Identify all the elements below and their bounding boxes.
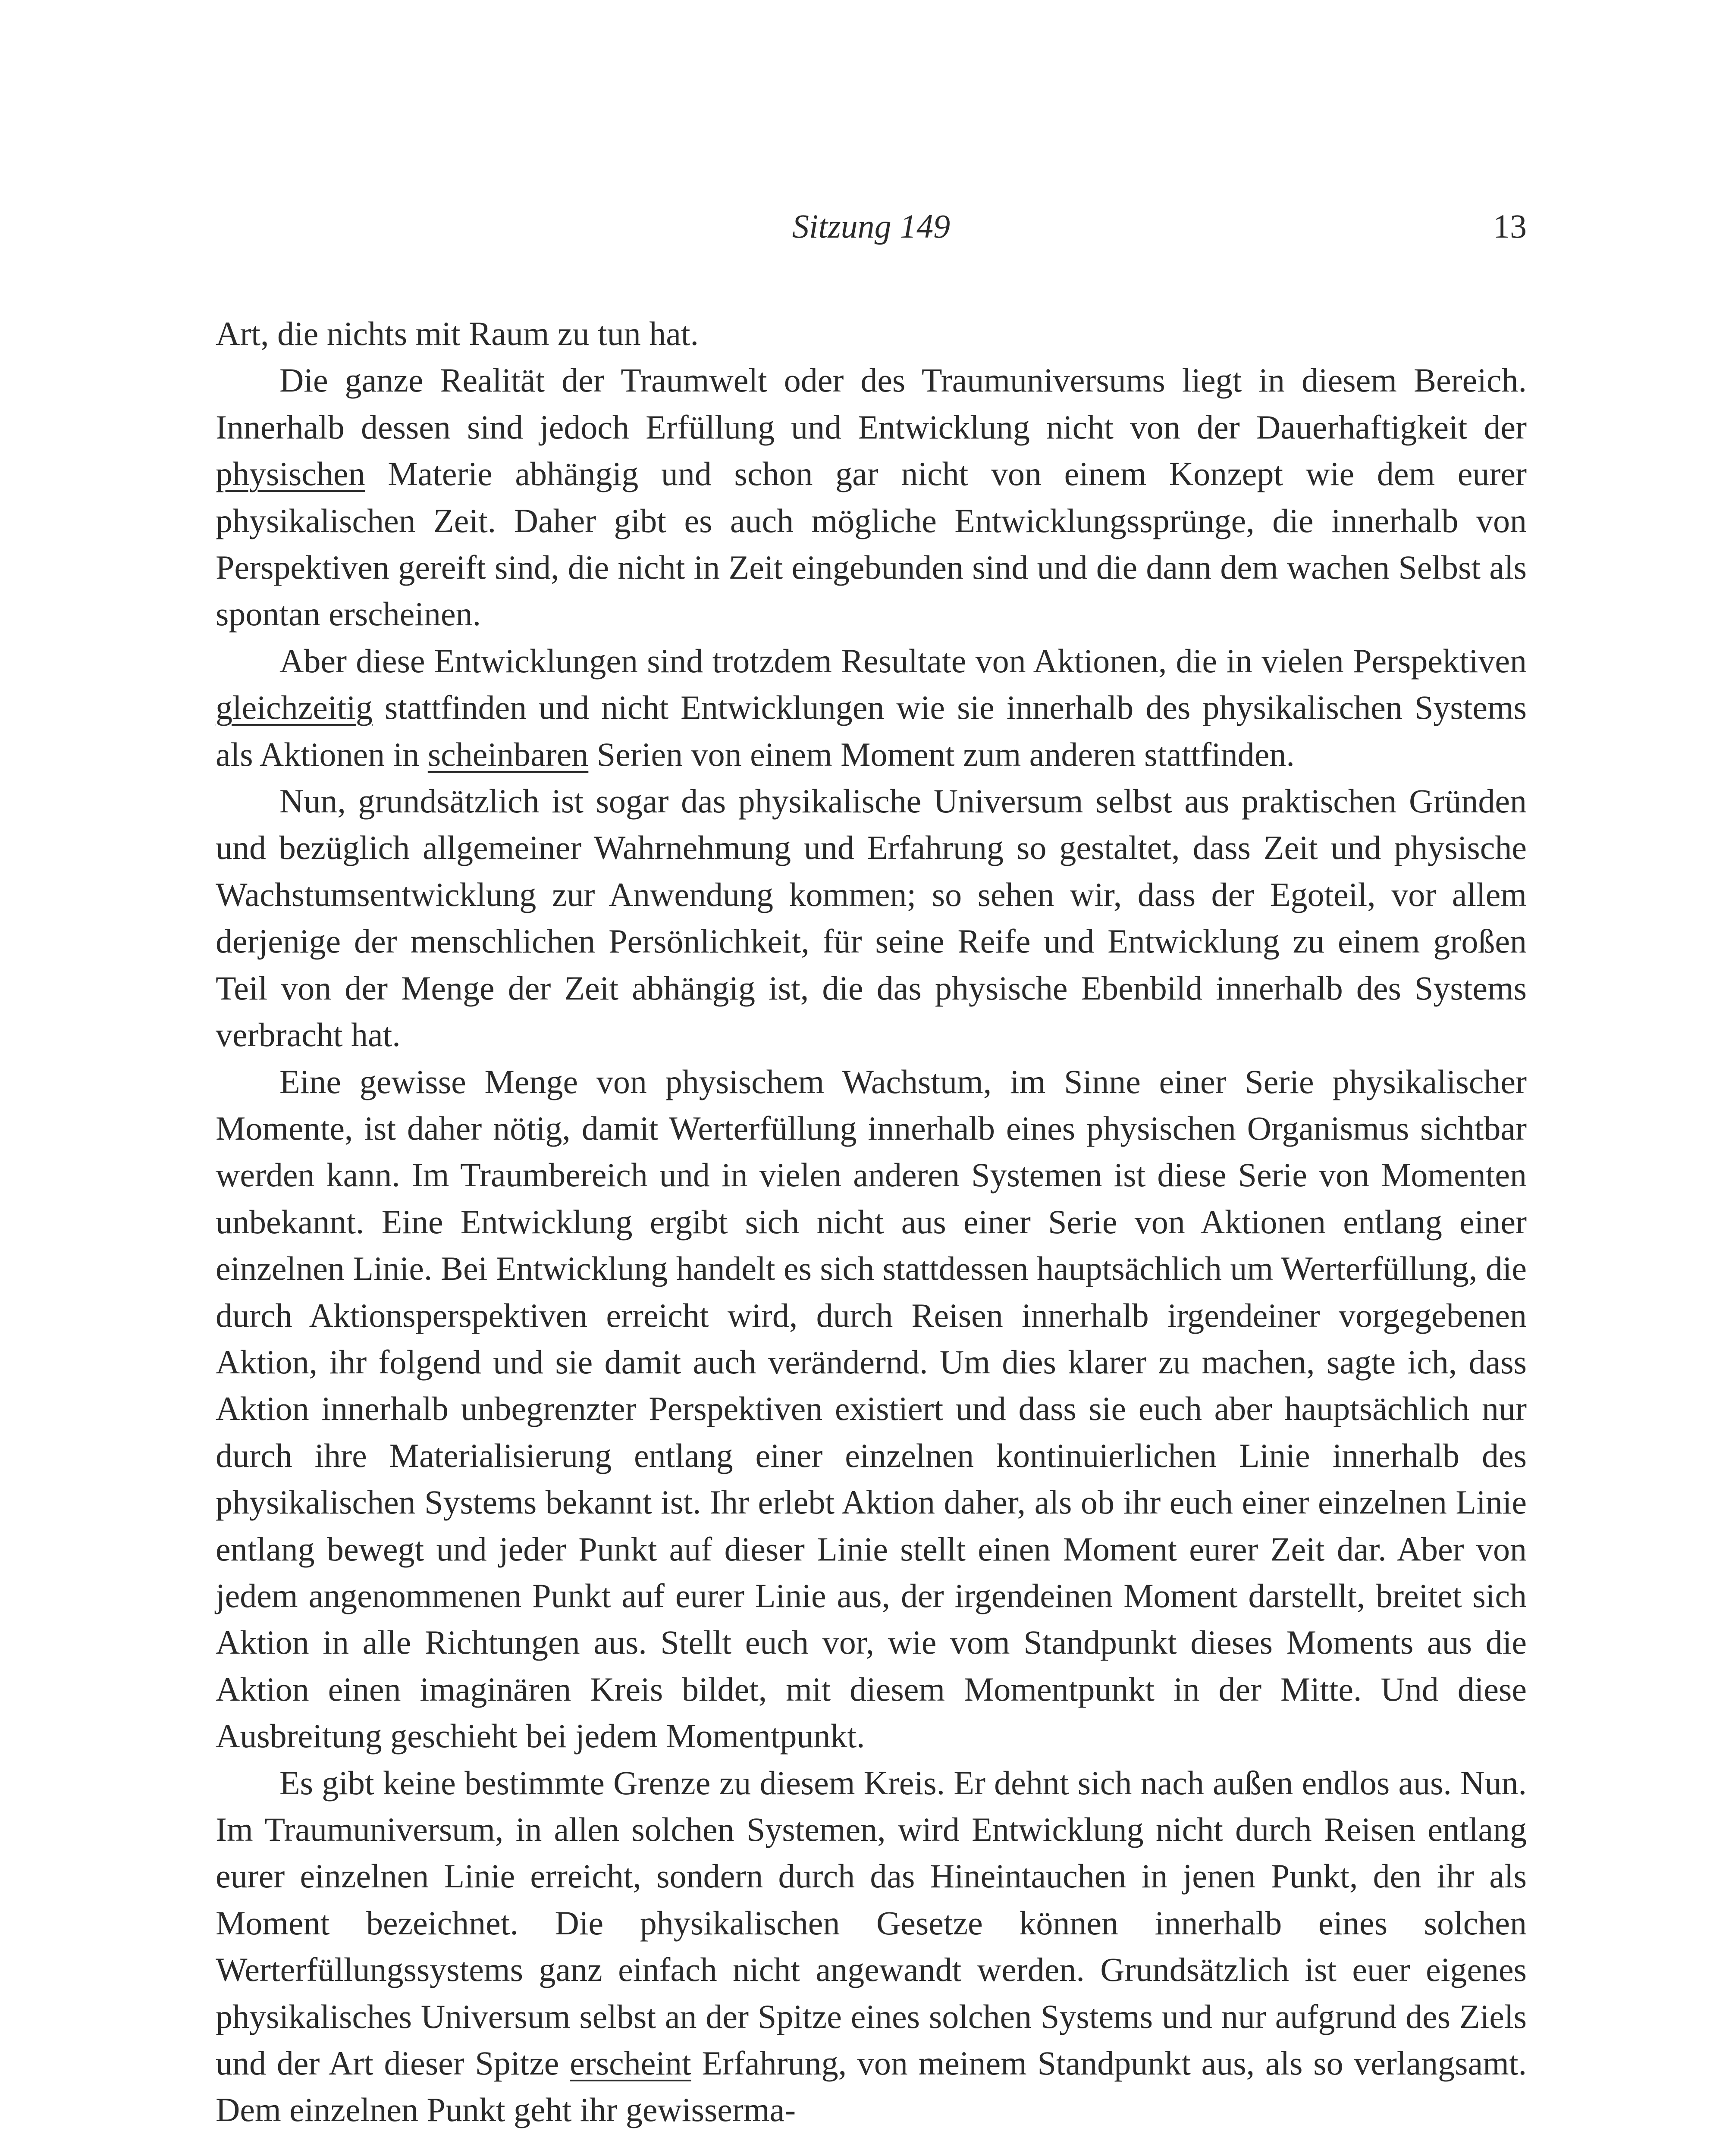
text-segment: Materie abhängig und schon gar nicht von einem Konzept wie dem eurer physikalischen Zeit. Daher gibt es auch mögliche Entwicklungssprünge, die innerhalb von Perspektiven gereift sind, die nicht in Zeit eingebunden sind und die dann dem wachen Selbst als spontan erscheinen. xyxy=(216,455,1527,633)
text-segment: Die ganze Realität der Traumwelt oder des Traumuniversums liegt in diesem Bereich. Innerhalb dessen sind jedoch Erfüllung und Entwicklung nicht von der Dauerhaftigkeit der xyxy=(216,361,1527,446)
body-text xyxy=(216,310,1527,2134)
paragraph xyxy=(216,357,1527,637)
underlined-word: gleichzeitig xyxy=(216,689,373,727)
paragraph xyxy=(216,310,1527,357)
underlined-word: physischen xyxy=(216,455,365,493)
paragraph xyxy=(216,1059,1527,1760)
paragraph xyxy=(216,1760,1527,2134)
text-segment: Es gibt keine bestimmte Grenze zu diesem Kreis. Er dehnt sich nach außen endlos aus. Nun. Im Traumuniversum, in allen solchen Systemen, wird Entwicklung nicht durch Reisen entlang eurer einzelnen Linie erreicht, sondern durch das Hineintauchen in jenen Punkt, den ihr als Moment bezeichnet. Die physikalischen Gesetze können innerhalb eines solchen Werterfüllungssystems ganz einfach nicht angewandt werden. Grundsätzlich ist euer eigenes physikalisches Universum selbst an der Spitze eines solchen Systems und nur aufgrund des Ziels und der Art dieser Spitze xyxy=(216,1764,1527,2082)
text-segment: Art, die nichts mit Raum zu tun hat. xyxy=(216,315,699,352)
underlined-word: scheinbaren xyxy=(427,735,589,773)
paragraph xyxy=(216,638,1527,778)
text-segment: Erfahrung, von meinem Standpunkt aus, als so verlangsamt. Dem einzelnen Punkt geht ihr gewisserma- xyxy=(216,2044,1527,2129)
running-title: Sitzung 149 xyxy=(792,207,951,245)
page-header xyxy=(216,203,1527,250)
text-segment: Aber diese Entwicklungen sind trotzdem Resultate von Aktionen, die in vielen Perspektiven xyxy=(279,642,1527,680)
paragraph xyxy=(216,778,1527,1058)
underlined-word: erscheint xyxy=(570,2044,691,2082)
text-segment: Eine gewisse Menge von physischem Wachstum, im Sinne einer Serie physikalischer Momente, ist daher nötig, damit Werterfüllung innerhalb eines physischen Organismus sichtbar werden kann. Im Traumbereich und in vielen anderen Systemen ist diese Serie von Momenten unbekannt. Eine Entwicklung ergibt sich nicht aus einer Serie von Aktionen entlang einer einzelnen Linie. Bei Entwicklung handelt es sich stattdessen hauptsächlich um Werterfüllung, die durch Aktionsperspektiven erreicht wird, durch Reisen innerhalb irgendeiner vorgegebenen Aktion, ihr folgend und sie damit auch verändernd. Um dies klarer zu machen, sagte ich, dass Aktion innerhalb unbegrenzter Perspektiven existiert und dass sie euch aber hauptsächlich nur durch ihre Materialisierung entlang einer einzelnen kontinuierlichen Linie innerhalb des physikalischen Systems bekannt ist. Ihr erlebt Aktion daher, als ob ihr euch einer einzelnen Linie entlang bewegt und jeder Punkt auf dieser Linie stellt einen Moment eurer Zeit dar. Aber von jedem angenommenen Punkt auf eurer Linie aus, der irgendeinen Moment darstellt, breitet sich Aktion in alle Richtungen aus. Stellt euch vor, wie vom Standpunkt dieses Moments aus die Aktion einen imaginären Kreis bildet, mit diesem Momentpunkt in der Mitte. Und diese Ausbreitung geschieht bei jedem Momentpunkt. xyxy=(216,1062,1527,1755)
text-segment: stattfinden und nicht Entwicklungen wie sie innerhalb des physikalischen Systems als Aktionen in xyxy=(216,689,1527,773)
text-segment: Serien von einem Moment zum anderen stattfinden. xyxy=(588,735,1295,773)
text-segment: Nun, grundsätzlich ist sogar das physikalische Universum selbst aus praktischen Gründen und bezüglich allgemeiner Wahrnehmung und Erfahrung so gestaltet, dass Zeit und physische Wachstumsentwicklung zur Anwendung kommen; so sehen wir, dass der Egoteil, vor allem derjenige der menschlichen Persönlichkeit, für seine Reife und Entwicklung zu einem großen Teil von der Menge der Zeit abhängig ist, die das physische Ebenbild innerhalb des Systems verbracht hat. xyxy=(216,782,1527,1054)
page-number: 13 xyxy=(1493,207,1527,245)
